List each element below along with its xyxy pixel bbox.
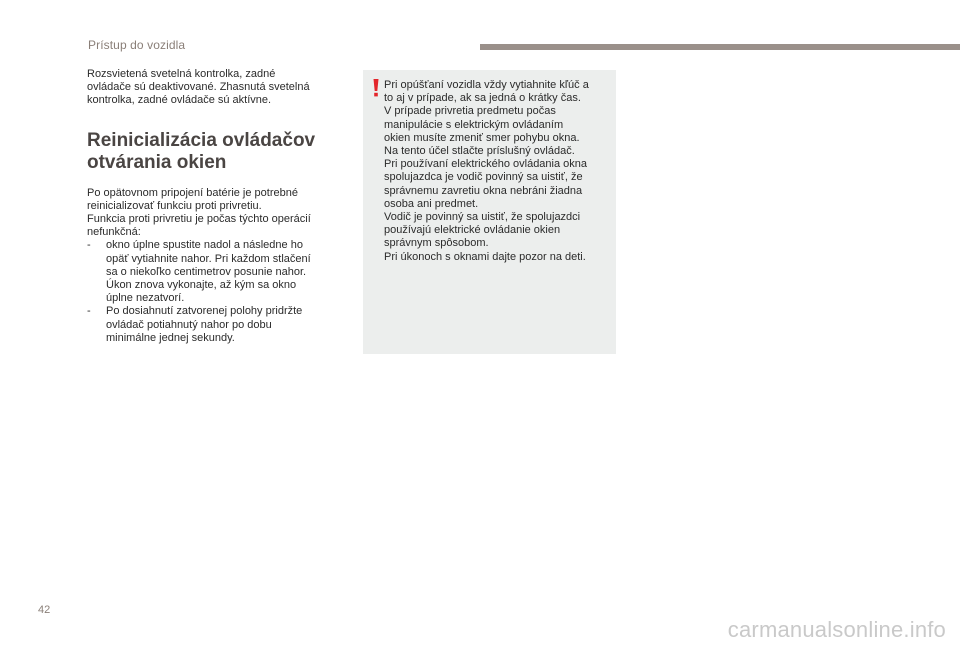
step-dash: - xyxy=(87,305,91,318)
intro-line: Rozsvietená svetelná kontrolka, zadné xyxy=(87,68,276,80)
warning-line: Na tento účel stlačte príslušný ovládač. xyxy=(384,145,575,158)
step-text xyxy=(106,239,345,305)
body-line: nefunkčná: xyxy=(87,226,141,239)
left-column xyxy=(87,68,345,345)
warning-line: správnemu zavretiu okna nebráni žiadna xyxy=(384,184,583,197)
step-line: ovládač potiahnutý nahor po dobu xyxy=(106,318,272,331)
watermark: carmanualsonline.info xyxy=(727,617,946,642)
step-item xyxy=(87,305,345,345)
section-heading xyxy=(87,130,345,174)
warning-line: používajú elektrické ovládanie okien xyxy=(384,224,561,237)
warning-line: Pri používaní elektrického ovládania okna xyxy=(384,158,588,171)
page-header-title: Prístup do vozidla xyxy=(88,38,186,52)
step-line: Po dosiahnutí zatvorenej polohy pridržte xyxy=(106,305,303,318)
step-line: okno úplne spustite nadol a následne ho xyxy=(106,239,303,252)
warning-line: Pri opúšťaní vozidla vždy vytiahnite kľúč a xyxy=(384,79,589,91)
warning-line: správnym spôsobom. xyxy=(384,237,489,250)
header-divider-bar xyxy=(480,44,960,50)
warning-line: Vodič je povinný sa uistiť, že spolujazdci xyxy=(384,211,581,224)
body-line: Po opätovnom pripojení batérie je potrebné xyxy=(87,186,298,199)
warning-line: okien musíte zmeniť smer pohybu okna. xyxy=(384,131,580,144)
step-line: Úkon znova vykonajte, až kým sa okno xyxy=(106,279,297,292)
section-body-paragraph xyxy=(87,187,345,240)
step-item xyxy=(87,239,345,305)
step-line: opäť vytiahnite nahor. Pri každom stlačení xyxy=(106,252,311,265)
intro-line: ovládače sú deaktivované. Zhasnutá svetelná xyxy=(87,81,310,94)
warning-box xyxy=(363,70,616,354)
warning-line: to aj v prípade, ak sa jedná o krátky čas. xyxy=(384,92,581,105)
step-line: sa o niekoľko centimetrov posunie nahor. xyxy=(106,265,307,278)
exclamation-icon xyxy=(370,79,382,97)
warning-line: Pri úkonoch s oknami dajte pozor na deti. xyxy=(384,250,586,263)
warning-line: V prípade privretia predmetu počas xyxy=(384,105,556,118)
section-heading-line: otvárania okien xyxy=(87,151,227,173)
intro-line: kontrolka, zadné ovládače sú aktívne. xyxy=(87,94,272,107)
step-line: minimálne jednej sekundy. xyxy=(106,331,235,344)
step-line: úplne nezatvorí. xyxy=(106,292,185,305)
warning-text xyxy=(384,79,612,264)
section-body xyxy=(87,187,345,345)
section-heading-line: Reinicializácia ovládačov xyxy=(87,129,316,151)
body-line: reinicializovať funkciu proti privretiu. xyxy=(87,199,262,212)
warning-line: manipulácie s elektrickým ovládaním xyxy=(384,118,564,131)
step-text xyxy=(106,305,345,345)
warning-line: osoba ani predmet. xyxy=(384,197,479,210)
body-line: Funkcia proti privretiu je počas týchto operácií xyxy=(87,213,311,226)
page-number: 42 xyxy=(38,604,51,616)
step-dash: - xyxy=(87,239,91,252)
warning-line: spolujazdca je vodič povinný sa uistiť, že xyxy=(384,171,583,184)
intro-paragraph xyxy=(87,68,345,108)
